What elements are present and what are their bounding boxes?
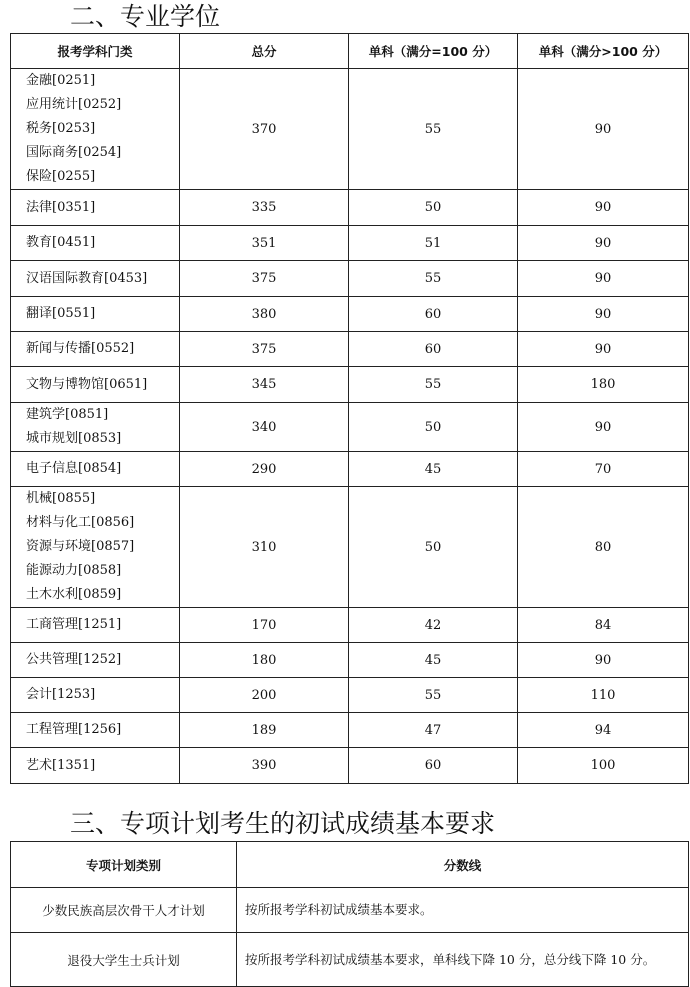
subject-name: 应用统计[0252] [26,97,122,112]
single-over-100-cell: 90 [518,69,689,190]
table-row [11,888,689,933]
total-score-cell: 180 [180,643,349,678]
single-over-100-cell: 180 [518,367,689,403]
subject-name: 翻译[0551] [26,306,96,321]
subject-name: 金融[0251] [26,73,96,88]
subject-name: 会计[1253] [26,687,96,702]
total-score-cell: 351 [180,226,349,261]
single-over-100-cell: 94 [518,713,689,748]
single-over-100-cell: 100 [518,748,689,784]
subject-name: 资源与环境[0857] [26,539,135,554]
total-score-cell: 290 [180,452,349,487]
single-100-cell: 50 [349,487,518,608]
subject-name: 新闻与传播[0552] [26,341,135,356]
subject-name: 税务[0253] [26,121,96,136]
single-100-cell: 50 [349,190,518,226]
subject-name: 材料与化工[0856] [26,515,135,530]
single-over-100-cell: 90 [518,226,689,261]
subject-name: 工商管理[1251] [26,617,122,632]
table-row [11,226,689,261]
subject-cell [11,452,180,487]
subject-cell [11,367,180,403]
total-score-cell: 345 [180,367,349,403]
plan-category-cell: 少数民族高层次骨干人才计划 [11,888,237,933]
plan-category-cell: 退役大学生士兵计划 [11,933,237,987]
subject-cell [11,69,180,190]
subject-name: 教育[0451] [26,235,96,250]
subject-cell [11,678,180,713]
total-score-cell: 375 [180,332,349,367]
subject-name: 城市规划[0853] [26,431,122,446]
header-single-over-100: 单科（满分>100 分） [518,34,689,69]
header-total: 总分 [180,34,349,69]
subject-name: 工程管理[1256] [26,722,122,737]
subject-cell [11,608,180,643]
table-row [11,69,689,190]
subject-cell [11,403,180,452]
total-score-cell: 170 [180,608,349,643]
total-score-cell: 189 [180,713,349,748]
table-row [11,933,689,987]
single-over-100-cell: 90 [518,190,689,226]
single-100-cell: 55 [349,367,518,403]
single-100-cell: 60 [349,332,518,367]
subject-cell [11,643,180,678]
subject-name: 建筑学[0851] [26,407,109,422]
subject-name: 机械[0855] [26,491,96,506]
total-score-cell: 200 [180,678,349,713]
table-row [11,713,689,748]
subject-name: 汉语国际教育[0453] [26,270,148,286]
single-100-cell: 47 [349,713,518,748]
subject-cell [11,713,180,748]
subject-name: 电子信息[0854] [26,461,122,476]
subject-name: 文物与博物馆[0651] [26,376,148,392]
table-row [11,608,689,643]
score-line-cell: 按所报考学科初试成绩基本要求。 [237,888,689,933]
single-100-cell: 42 [349,608,518,643]
single-100-cell: 50 [349,403,518,452]
score-line-cell: 按所报考学科初试成绩基本要求，单科线下降 10 分，总分线下降 10 分。 [237,933,689,987]
professional-degree-table [10,33,689,784]
single-over-100-cell: 70 [518,452,689,487]
single-over-100-cell: 90 [518,643,689,678]
section-2-title: 二、专业学位 [70,2,221,31]
table-header-row [11,842,689,888]
total-score-cell: 380 [180,297,349,332]
single-over-100-cell: 110 [518,678,689,713]
single-100-cell: 55 [349,69,518,190]
special-plan-table [10,841,689,987]
subject-cell [11,297,180,332]
subject-cell [11,226,180,261]
total-score-cell: 375 [180,261,349,297]
table-row [11,678,689,713]
table-header-row [11,34,689,69]
total-score-cell: 370 [180,69,349,190]
subject-name: 艺术[1351] [26,757,96,773]
subject-name: 能源动力[0858] [26,563,122,578]
single-over-100-cell: 90 [518,332,689,367]
subject-name: 土木水利[0859] [26,587,122,602]
single-100-cell: 60 [349,297,518,332]
total-score-cell: 310 [180,487,349,608]
total-score-cell: 335 [180,190,349,226]
subject-name: 国际商务[0254] [26,145,122,160]
single-over-100-cell: 84 [518,608,689,643]
table-row [11,403,689,452]
single-over-100-cell: 80 [518,487,689,608]
table-row [11,452,689,487]
header-plan-category: 专项计划类别 [11,842,237,888]
single-100-cell: 45 [349,643,518,678]
single-100-cell: 55 [349,678,518,713]
table-row [11,332,689,367]
table-row [11,367,689,403]
subject-cell [11,748,180,784]
table-row [11,643,689,678]
table-row [11,297,689,332]
single-over-100-cell: 90 [518,261,689,297]
header-score-line: 分数线 [237,842,689,888]
subject-cell [11,487,180,608]
table-row [11,261,689,297]
subject-name: 法律[0351] [26,199,96,215]
header-subject: 报考学科门类 [11,34,180,69]
subject-cell [11,261,180,297]
single-over-100-cell: 90 [518,297,689,332]
table-row [11,190,689,226]
total-score-cell: 390 [180,748,349,784]
section-3-title: 三、专项计划考生的初试成绩基本要求 [70,809,496,838]
single-100-cell: 55 [349,261,518,297]
single-100-cell: 51 [349,226,518,261]
subject-cell [11,332,180,367]
table-row [11,748,689,784]
total-score-cell: 340 [180,403,349,452]
single-over-100-cell: 90 [518,403,689,452]
single-100-cell: 60 [349,748,518,784]
subject-name: 公共管理[1252] [26,652,122,667]
subject-cell [11,190,180,226]
single-100-cell: 45 [349,452,518,487]
table-row [11,487,689,608]
subject-name: 保险[0255] [26,169,96,184]
header-single-100: 单科（满分=100 分） [349,34,518,69]
